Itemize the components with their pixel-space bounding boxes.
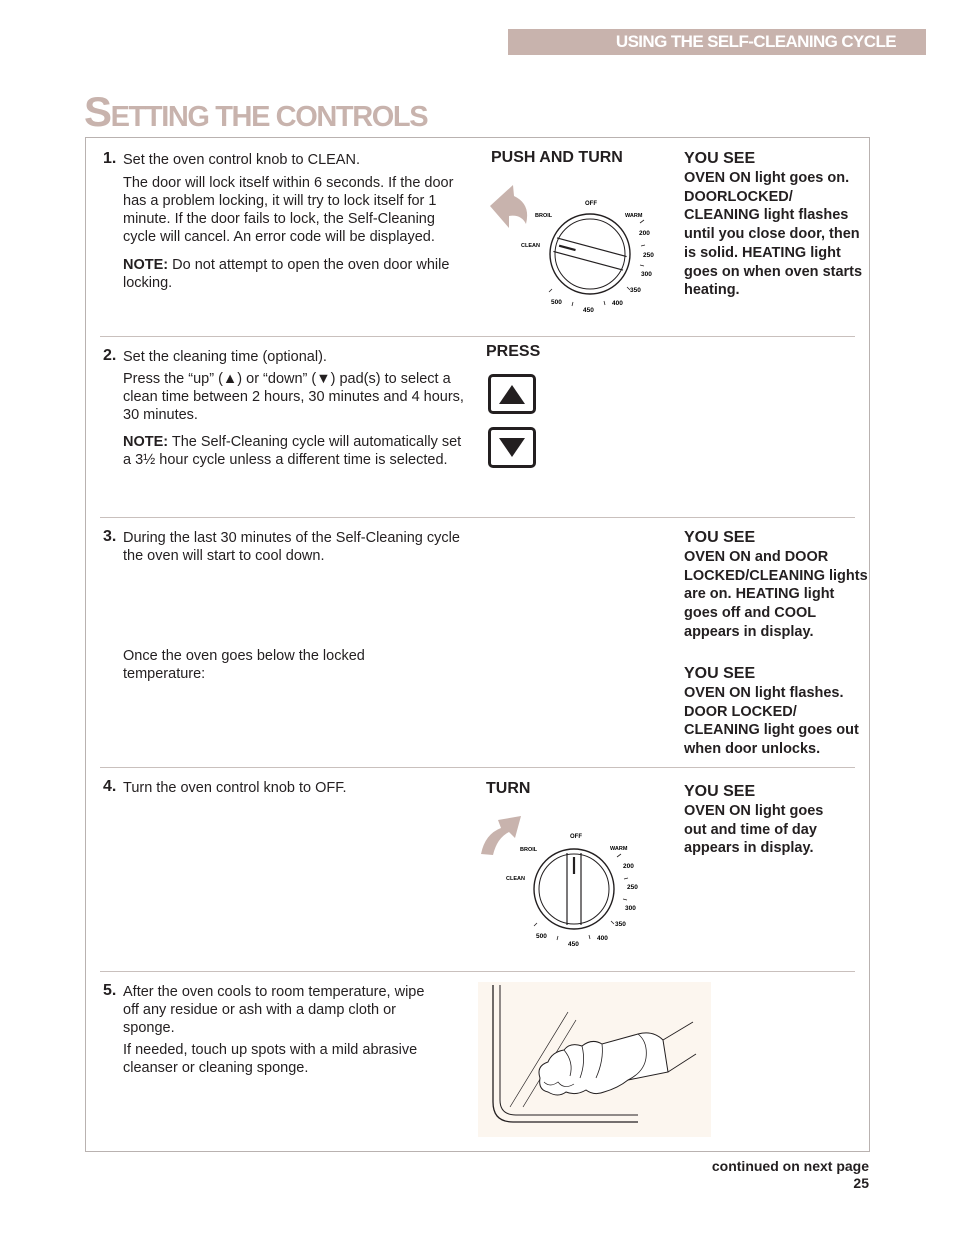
down-triangle-icon <box>491 430 533 465</box>
down-pad-button[interactable] <box>488 427 536 468</box>
oven-control-knob-clean <box>518 192 663 316</box>
step-4-number: 4. <box>103 778 117 795</box>
knob-label-200: 200 <box>623 863 634 870</box>
step-2-number: 2. <box>103 347 117 364</box>
knob-label-warm: WARM <box>610 846 628 852</box>
page-title: SETTING THE CONTROLS <box>84 88 428 135</box>
knob-label-250: 250 <box>643 252 654 259</box>
step-3-body: Once the oven goes below the locked temperature: <box>123 648 365 682</box>
knob-label-450: 450 <box>568 941 579 948</box>
continued-label: continued on next page <box>711 1158 869 1174</box>
knob-label-clean: CLEAN <box>521 243 540 249</box>
knob-label-350: 350 <box>615 921 626 928</box>
knob-label-warm: WARM <box>625 213 643 219</box>
knob-label-500: 500 <box>551 299 562 306</box>
step-3-number: 3. <box>103 528 117 545</box>
step-4-text <box>123 779 463 797</box>
step-4-action: TURN <box>486 780 531 797</box>
knob-label-off: OFF <box>570 834 582 840</box>
step-1-result: YOU SEE OVEN ON light goes on. DOORLOCKED/ CLEANING light flashes until you close door, then is solid. HEATING light goes on when oven starts heating. <box>684 150 863 299</box>
step-1-note: NOTE: Do not attempt to open the oven door while locking. <box>123 257 450 291</box>
knob-label-400: 400 <box>612 300 623 307</box>
step-3-text <box>123 529 463 565</box>
step-3-lead: During the last 30 minutes of the Self-Cleaning cycle the oven will start to cool down. <box>123 530 460 564</box>
step-5-body: If needed, touch up spots with a mild abrasive cleanser or cleaning sponge. <box>123 1042 418 1076</box>
oven-control-knob-off <box>502 827 647 951</box>
knob-label-250: 250 <box>627 884 638 891</box>
knob-label-300: 300 <box>641 271 652 278</box>
knob-label-200: 200 <box>639 230 650 237</box>
knob-label-broil: BROIL <box>520 847 538 853</box>
step-4-lead: Turn the oven control knob to OFF. <box>123 780 347 796</box>
up-pad-button[interactable] <box>488 374 536 414</box>
knob-label-450: 450 <box>583 307 594 314</box>
step-5-lead: After the oven cools to room temperature, wipe off any residue or ash with a damp cloth or sponge. <box>123 984 425 1036</box>
step-1-number: 1. <box>103 150 117 167</box>
step-5-text <box>123 983 443 1077</box>
divider <box>100 971 855 972</box>
step-5-number: 5. <box>103 982 117 999</box>
knob-label-350: 350 <box>630 287 641 294</box>
knob-label-clean: CLEAN <box>506 876 525 882</box>
page-number: 25 <box>853 1175 869 1191</box>
wiping-oven-illustration <box>478 982 711 1137</box>
step-2-action: PRESS <box>486 343 541 360</box>
step-1-lead: Set the oven control knob to CLEAN. <box>123 152 360 168</box>
knob-label-500: 500 <box>536 933 547 940</box>
section-banner <box>508 29 926 55</box>
step-1-action: PUSH AND TURN <box>491 149 623 166</box>
knob-label-off: OFF <box>585 201 597 207</box>
step-2-text <box>123 348 473 469</box>
step-2-body: Press the “up” (▲) or “down” (▼) pad(s) to select a clean time between 2 hours, 30 minutes and 4 hours, 30 minutes. <box>123 371 464 423</box>
step-3-result: YOU SEE OVEN ON and DOOR LOCKED/CLEANING lights are on. HEATING light goes off and COOL appears in display. <box>684 529 868 640</box>
knob-label-400: 400 <box>597 935 608 942</box>
step-1-text <box>123 151 463 292</box>
divider <box>100 336 855 337</box>
step-2-note: NOTE: The Self-Cleaning cycle will automatically set a 3½ hour cycle unless a different time is selected. <box>123 434 462 468</box>
divider <box>100 517 855 518</box>
section-banner-label: USING THE SELF-CLEANING CYCLE <box>615 32 896 51</box>
up-triangle-icon <box>491 377 533 411</box>
step-4-result: YOU SEE OVEN ON light goes out and time of day appears in display. <box>684 783 824 857</box>
step-2-lead: Set the cleaning time (optional). <box>123 349 327 365</box>
knob-label-300: 300 <box>625 905 636 912</box>
step-1-body: The door will lock itself within 6 seconds. If the door has a problem locking, it will try to lock itself for 1 minute. If the door fails to lock, the Self-Cleaning cycle will cancel. An error code will be displayed. <box>123 175 454 245</box>
knob-label-broil: BROIL <box>535 213 553 219</box>
step-3-result-2: YOU SEE OVEN ON light flashes. DOOR LOCKED/ CLEANING light goes out when door unlocks. <box>684 665 859 758</box>
divider <box>100 767 855 768</box>
page-footer <box>712 1158 869 1192</box>
